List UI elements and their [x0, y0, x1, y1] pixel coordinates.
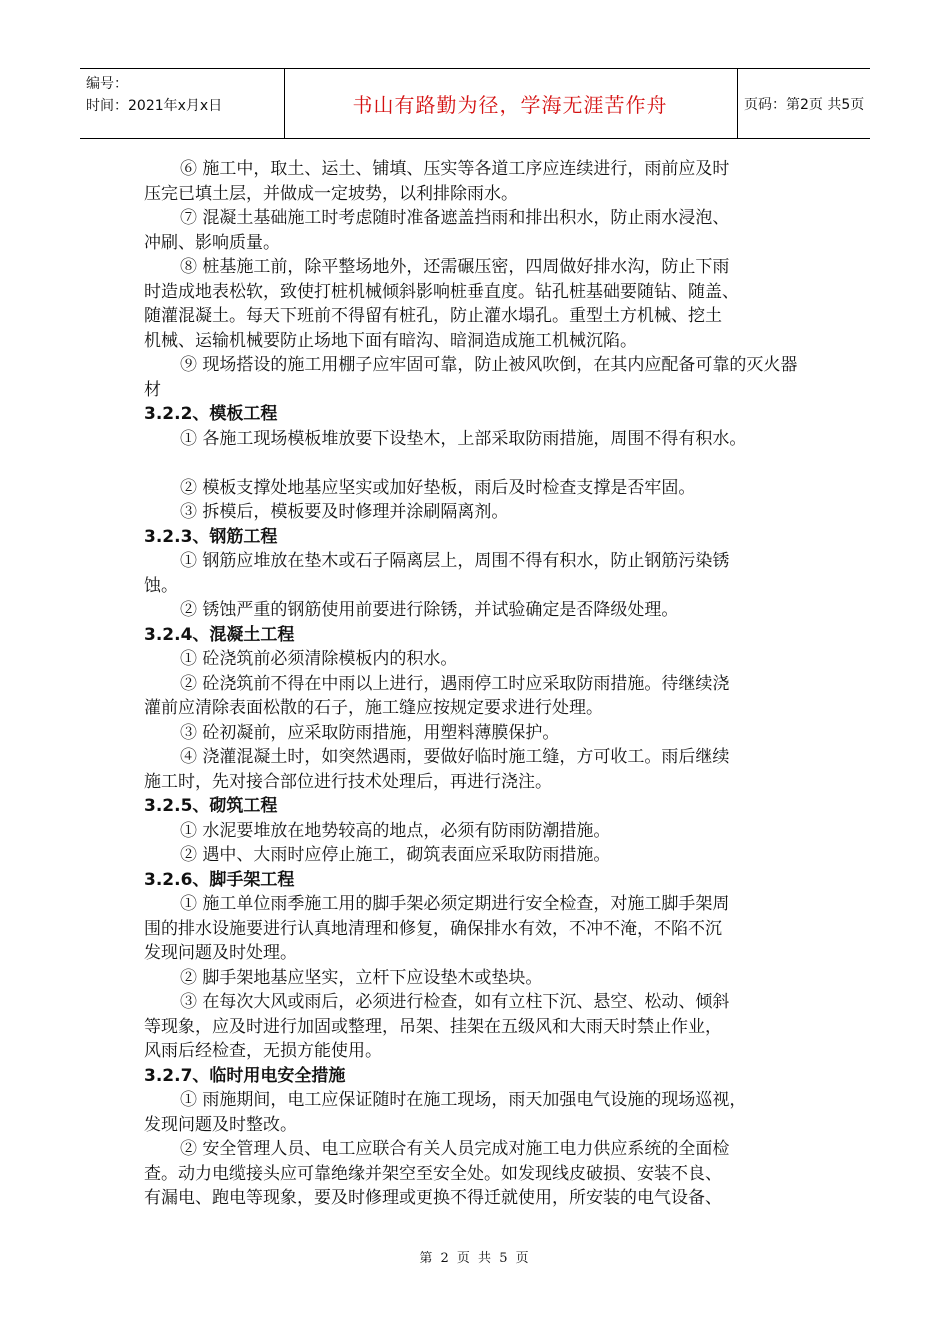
body-text-line: 查。动力电缆接头应可靠绝缘并架空至安全处。如发现线皮破损、安装不良、 [144, 1164, 722, 1184]
body-text-line: 压完已填土层，并做成一定坡势，以利排除雨水。 [144, 184, 518, 204]
body-text-line: 发现问题及时整改。 [144, 1115, 297, 1135]
body-text-line: ② 遇中、大雨时应停止施工，砌筑表面应采取防雨措施。 [180, 845, 611, 865]
section-heading: 3.2.5、砌筑工程 [144, 796, 278, 816]
body-text-line: 灌前应清除表面松散的石子，施工缝应按规定要求进行处理。 [144, 698, 603, 718]
body-text-line: ⑧ 桩基施工前，除平整场地外，还需碾压密，四周做好排水沟，防止下雨 [180, 257, 730, 277]
body-text-line: ⑨ 现场搭设的施工用棚子应牢固可靠，防止被风吹倒，在其内应配备可靠的灭火器 [180, 355, 798, 375]
body-text-line: 时造成地表松软，致使打桩机械倾斜影响桩垂直度。钻孔桩基础要随钻、随盖、 [144, 282, 739, 302]
body-text-line: 施工时，先对接合部位进行技术处理后，再进行浇注。 [144, 772, 552, 792]
body-text-line: 机械、运输机械要防止场地下面有暗沟、暗洞造成施工机械沉陷。 [144, 331, 637, 351]
body-text-line: ① 施工单位雨季施工用的脚手架必须定期进行安全检查，对施工脚手架周 [180, 894, 730, 914]
body-text-line: ② 锈蚀严重的钢筋使用前要进行除锈，并试验确定是否降级处理。 [180, 600, 679, 620]
body-text-line: 围的排水设施要进行认真地清理和修复，确保排水有效，不冲不淹，不陷不沉 [144, 919, 722, 939]
section-heading: 3.2.3、钢筋工程 [144, 527, 278, 547]
body-text-line: ① 各施工现场模板堆放要下设垫木，上部采取防雨措施，周围不得有积水。 [180, 429, 747, 449]
header-motto: 书山有路勤为径，学海无涯苦作舟 [352, 93, 668, 117]
body-text-line: ③ 在每次大风或雨后，必须进行检查，如有立柱下沉、悬空、松动、倾斜 [180, 992, 730, 1012]
body-text-line: ① 钢筋应堆放在垫木或石子隔离层上，周围不得有积水，防止钢筋污染锈 [180, 551, 730, 571]
page-header [80, 68, 870, 139]
body-text-line: 风雨后经检查，无损方能使用。 [144, 1041, 382, 1061]
section-heading: 3.2.7、临时用电安全措施 [144, 1066, 346, 1086]
body-text-line: 冲刷、影响质量。 [144, 233, 280, 253]
header-page-info: 页码：第2页 共5页 [744, 96, 865, 113]
body-text-line: ② 模板支撑处地基应坚实或加好垫板，雨后及时检查支撑是否牢固。 [180, 478, 696, 498]
section-heading: 3.2.2、模板工程 [144, 404, 278, 424]
body-text-line: ③ 拆模后，模板要及时修理并涂刷隔离剂。 [180, 502, 509, 522]
body-text-line: ① 砼浇筑前必须清除模板内的积水。 [180, 649, 458, 669]
body-text-line: ⑦ 混凝土基础施工时考虑随时准备遮盖挡雨和排出积水，防止雨水浸泡、 [180, 208, 730, 228]
body-text-line: ⑥ 施工中，取土、运土、铺填、压实等各道工序应连续进行，雨前应及时 [180, 159, 730, 179]
body-text-line: 发现问题及时处理。 [144, 943, 297, 963]
page-footer: 第 2 页 共 5 页 [419, 1251, 531, 1266]
body-text-line: ④ 浇灌混凝土时，如突然遇雨，要做好临时施工缝，方可收工。雨后继续 [180, 747, 730, 767]
body-text-line: ② 砼浇筑前不得在中雨以上进行，遇雨停工时应采取防雨措施。待继续浇 [180, 674, 730, 694]
body-text-line: 等现象，应及时进行加固或整理，吊架、挂架在五级风和大雨天时禁止作业， [144, 1017, 722, 1037]
body-text-line: ② 脚手架地基应坚实，立杆下应设垫木或垫块。 [180, 968, 543, 988]
body-text-line: ① 水泥要堆放在地势较高的地点，必须有防雨防潮措施。 [180, 821, 611, 841]
body-text-line: 有漏电、跑电等现象，要及时修理或更换不得迁就使用，所安装的电气设备、 [144, 1188, 722, 1208]
section-heading: 3.2.4、混凝土工程 [144, 625, 295, 645]
body-text-line: 材 [144, 380, 161, 400]
body-text-line: ③ 砼初凝前，应采取防雨措施，用塑料薄膜保护。 [180, 723, 560, 743]
header-meta [80, 69, 284, 138]
body-text-line: 蚀。 [144, 576, 178, 596]
body-text-line: ② 安全管理人员、电工应联合有关人员完成对施工电力供应系统的全面检 [180, 1139, 730, 1159]
body-text-line: ① 雨施期间，电工应保证随时在施工现场，雨天加强电气设施的现场巡视， [180, 1090, 747, 1110]
section-heading: 3.2.6、脚手架工程 [144, 870, 295, 890]
code-label: 编号： [86, 76, 128, 92]
date-label: 时间：2021年x月x日 [86, 98, 223, 114]
body-text-line: 随灌混凝土。每天下班前不得留有桩孔，防止灌水塌孔。重型土方机械、挖土 [144, 306, 722, 326]
